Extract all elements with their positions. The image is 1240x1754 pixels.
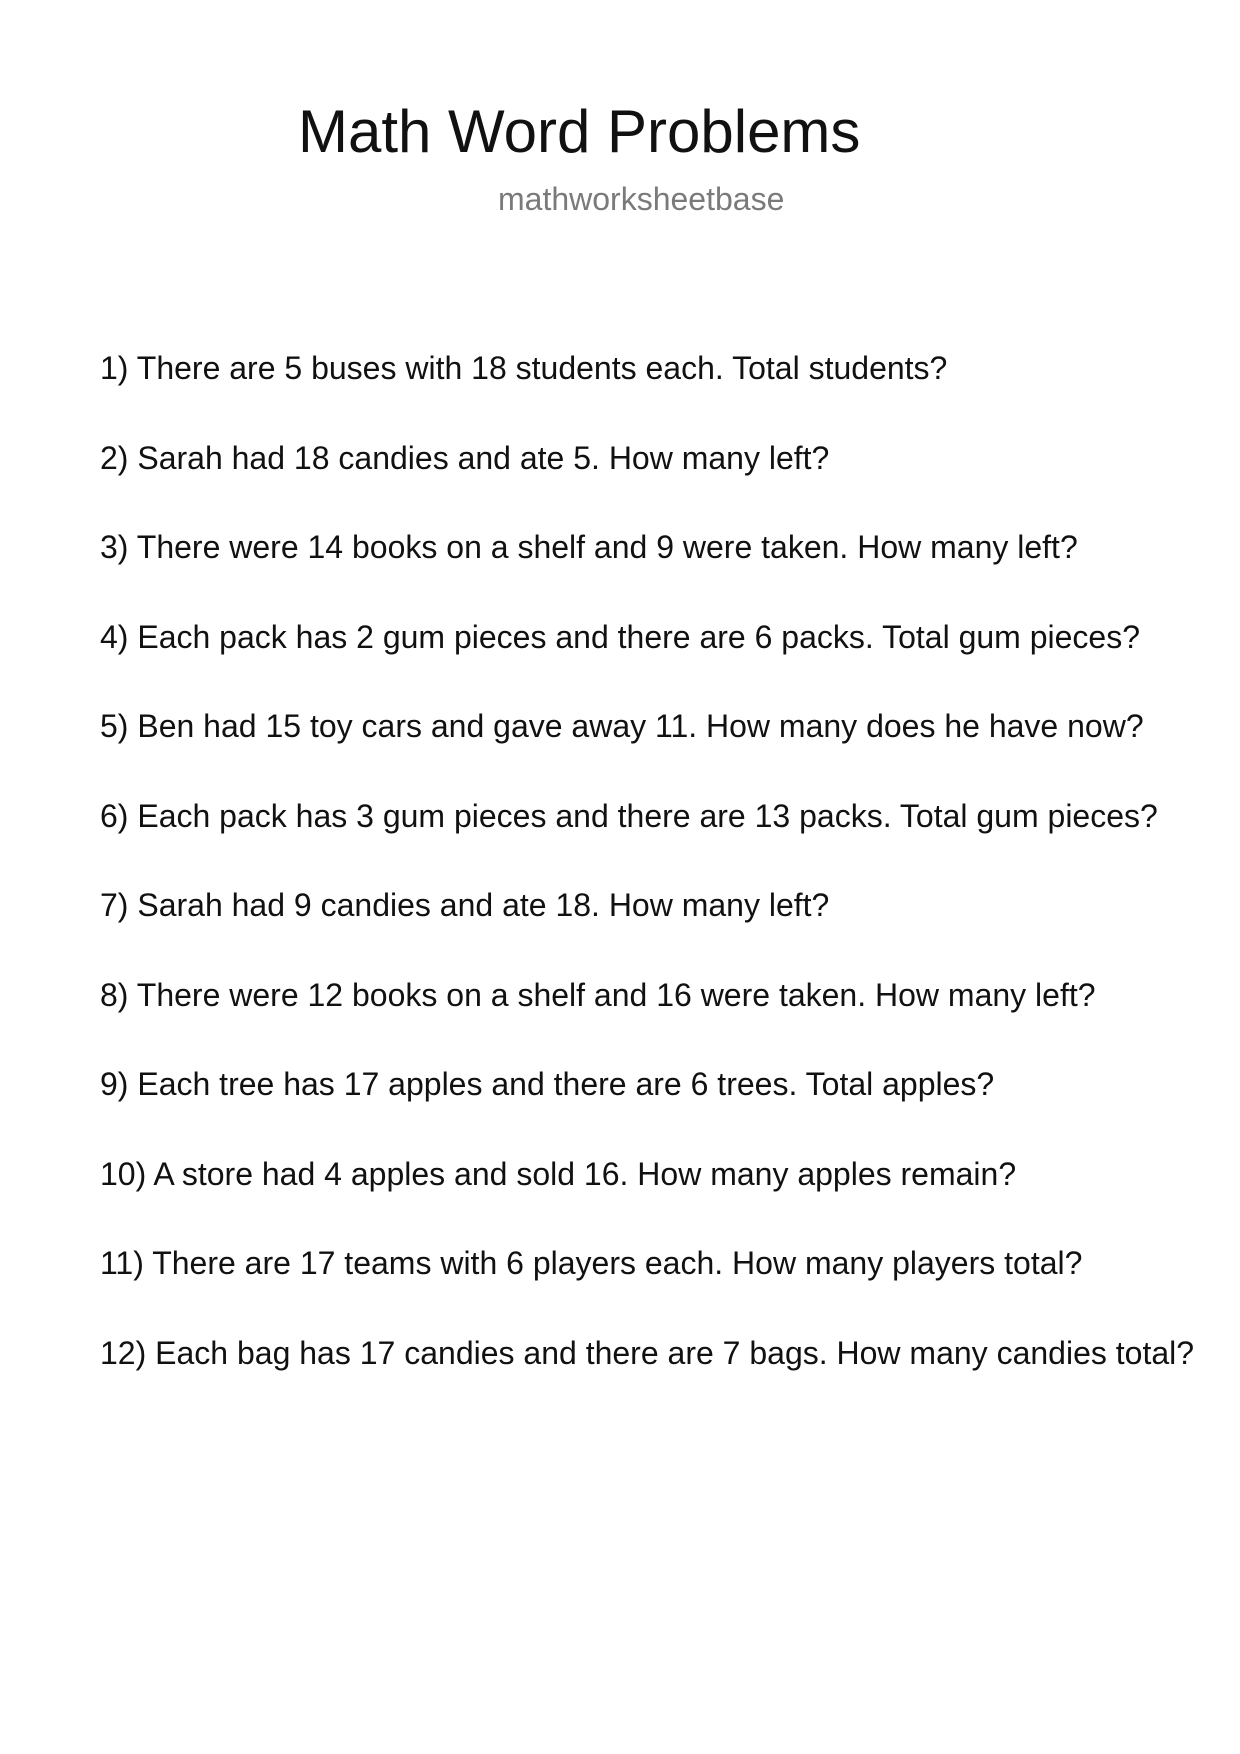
page-title: Math Word Problems — [298, 98, 861, 165]
problem-item-7: 7) Sarah had 9 candies and ate 18. How many left? — [100, 887, 830, 923]
problem-item-5: 5) Ben had 15 toy cars and gave away 11. How many does he have now? — [100, 708, 1144, 744]
problem-item-12: 12) Each bag has 17 candies and there are 7 bags. How many candies total? — [100, 1334, 1195, 1371]
problem-item-6: 6) Each pack has 3 gum pieces and there are 13 packs. Total gum pieces? — [100, 797, 1158, 834]
problem-item-8: 8) There were 12 books on a shelf and 16 were taken. How many left? — [100, 976, 1096, 1013]
problem-item-3: 3) There were 14 books on a shelf and 9 were taken. How many left? — [100, 529, 1078, 565]
problem-item-10: 10) A store had 4 apples and sold 16. How many apples remain? — [100, 1155, 1017, 1192]
problem-item-2: 2) Sarah had 18 candies and ate 5. How many left? — [100, 439, 830, 476]
problem-item-11: 11) There are 17 teams with 6 players each. How many players total? — [100, 1245, 1083, 1281]
problem-list — [100, 348, 1240, 1422]
page-subtitle: mathworksheetbase — [498, 181, 785, 217]
problem-item-9: 9) Each tree has 17 apples and there are 6 trees. Total apples? — [100, 1066, 995, 1102]
problem-item-4: 4) Each pack has 2 gum pieces and there are 6 packs. Total gum pieces? — [100, 618, 1141, 655]
problem-item-1: 1) There are 5 buses with 18 students each. Total students? — [100, 350, 948, 386]
